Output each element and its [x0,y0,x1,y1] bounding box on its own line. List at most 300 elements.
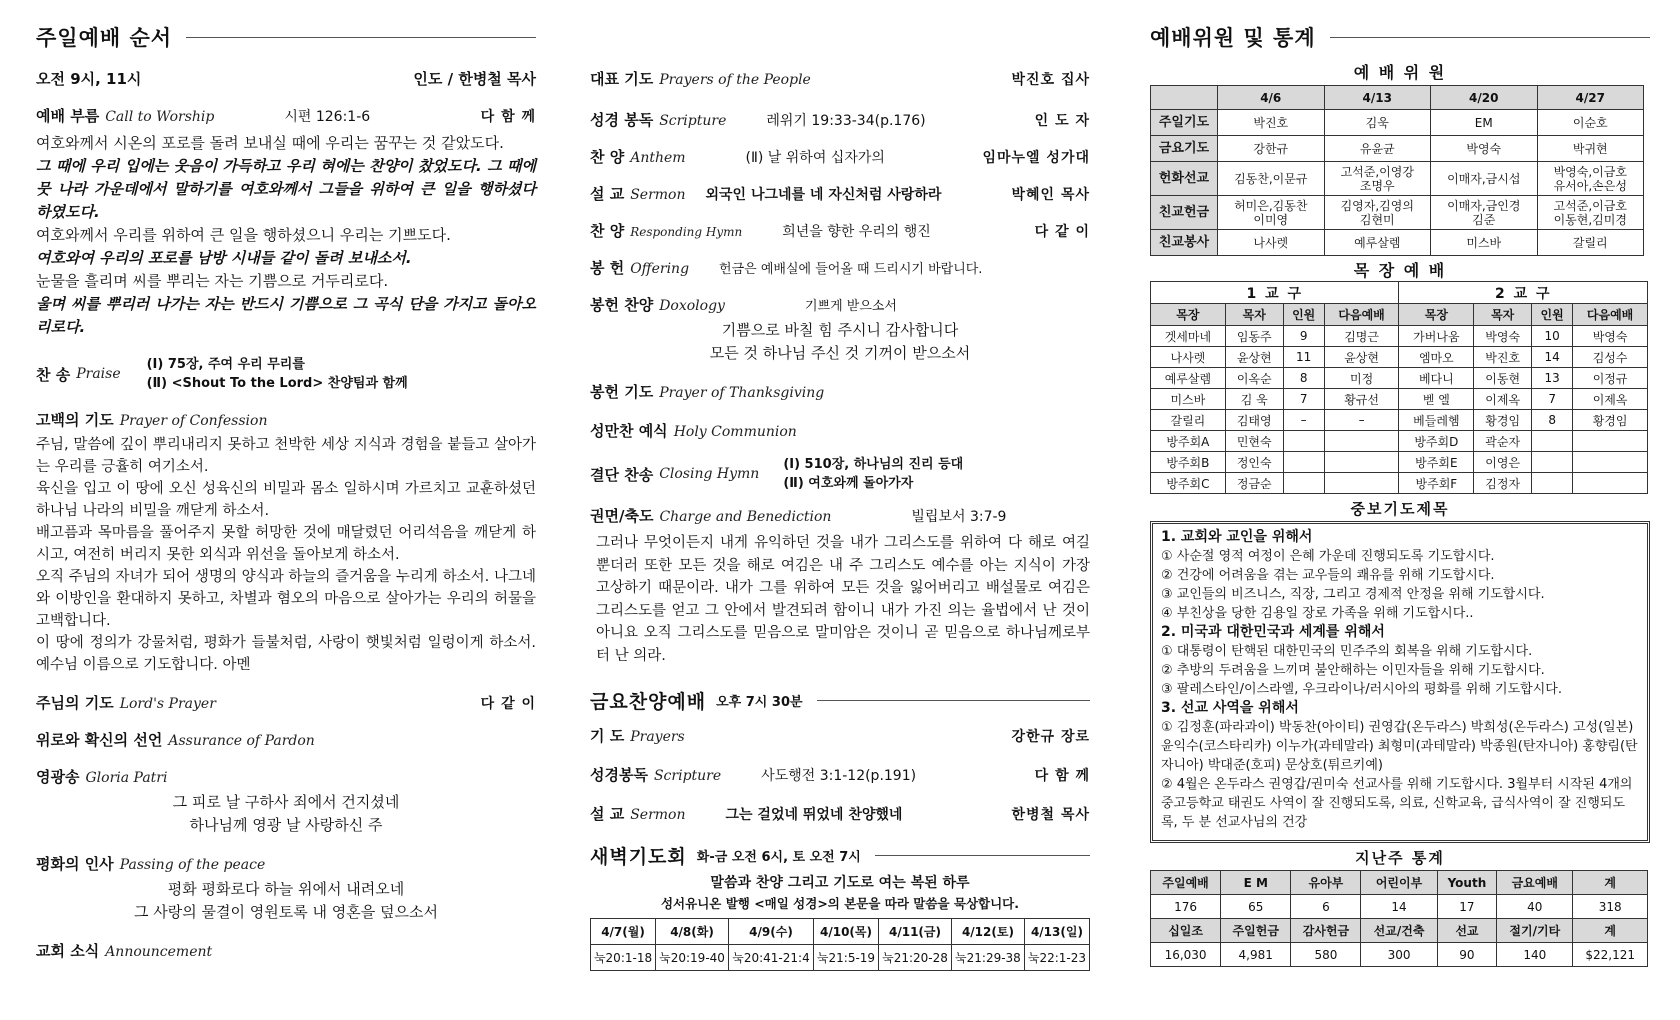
offering [590,257,1090,278]
dawn-day: 4/9(수) [729,919,814,945]
mokjang-cell: 김명근 [1324,326,1399,347]
mokjang-cell: 9 [1283,326,1324,347]
item-en: Sermon [630,187,686,203]
doxology-lyrics [590,319,1090,365]
mokjang-group-1: 1 교 구 [1151,282,1399,304]
mokjang-cell: 베들레헴 [1399,410,1474,431]
sermon-title: 외국인 나그네를 네 자신처럼 사랑하라 [705,187,942,203]
item-label: 영광송 [36,768,80,786]
stats-value-cell: 14 [1361,895,1437,919]
mokjang-head-cell: 다음예배 [1573,304,1648,326]
item-label: 고백의 기도 [36,411,114,429]
item-label: 권면/축도 [590,507,654,525]
dawn-ref: 눅20:19-40 [656,945,729,971]
committee-head-cell: 4/13 [1324,86,1431,110]
mokjang-cell: 황경임 [1474,410,1532,431]
section-header [1150,22,1650,52]
stats-head-cell: 선교 [1437,919,1497,943]
item-ref: 희년을 향한 우리의 행진 [782,224,931,240]
stats-head-cell: 주일헌금 [1221,919,1291,943]
mokjang-table [1150,281,1648,494]
service-time-row [36,68,536,89]
prayer-item: ① 대통령이 탄핵된 대한민국의 민주주의 회복을 위해 기도합시다. [1161,644,1533,659]
dawn-description: 성서유니온 발행 <매일 성경>의 본문을 따라 말씀을 묵상합니다. [660,896,1020,911]
section-header [36,22,536,52]
item-who: 박진호 집사 [1011,72,1090,88]
column-worship-order-2 [590,0,1090,971]
item-who: 다 같 이 [1034,224,1090,240]
mokjang-cell [1532,452,1573,473]
mokjang-cell: 겟세마네 [1151,326,1226,347]
item-who: 인 도 자 [1034,113,1090,129]
stats-value-row [1151,943,1648,967]
prayer-item: ④ 부친상을 당한 김용일 장로 가족을 위해 기도합시다.. [1161,606,1474,621]
stats-value-cell: 140 [1497,943,1573,967]
mokjang-cell: 베다니 [1399,368,1474,389]
mokjang-cell: 이옥순 [1225,368,1283,389]
dawn-refs-row [591,945,1090,971]
item-ref: 빌립보서 3:7-9 [911,509,1007,525]
section-title: 주일예배 순서 [36,26,173,50]
item-label: 찬 송 [36,365,71,384]
mokjang-cell: 7 [1283,389,1324,410]
stats-head-cell: 계 [1573,919,1648,943]
mokjang-head-cell: 인원 [1532,304,1573,326]
committee-head-row [1151,86,1644,110]
item-ref: 사도행전 3:1-12(p.191) [761,768,917,784]
item-label: 기 도 [590,727,625,745]
item-en: Prayer of Confession [119,413,268,429]
prayer-group-heading: 1. 교회와 교인을 위해서 [1161,529,1313,545]
stats-value-cell: 318 [1573,895,1648,919]
committee-row [1151,136,1644,162]
section-title: 새벽기도회 [590,845,687,868]
item-ref: (Ⅱ) 날 위하여 십자가의 [745,150,885,166]
mokjang-cell: 이제옥 [1573,389,1648,410]
item-en: Lord's Prayer [119,696,216,712]
stats-head-cell: 절기/기타 [1497,919,1573,943]
dawn-days-row [591,919,1090,945]
stats-head-cell: 어린이부 [1361,871,1437,895]
praise-line-2: (Ⅱ) <Shout To the Lord> 찬양팀과 함께 [146,376,408,391]
confession-line: 이 땅에 정의가 강물처럼, 평화가 들불처럼, 사랑이 햇빛처럼 일렁이게 하소서. 예수님 이름으로 기도합니다. 아멘 [36,635,536,673]
committee-role: 헌화선교 [1151,162,1218,196]
item-label: 설 교 [590,805,625,823]
dawn-subtitle: 말씀과 찬양 그리고 기도로 여는 복된 하루 [710,875,970,891]
committee-cell: 고석준,이금호 이동현,김미경 [1537,196,1644,230]
stats-value-cell: 300 [1361,943,1437,967]
stats-head-cell: 금요예배 [1497,871,1573,895]
mokjang-cell: 13 [1532,368,1573,389]
mokjang-row [1151,431,1648,452]
item-label: 대표 기도 [590,70,654,88]
praise-line-1: (Ⅰ) 75장, 주여 우리 무리를 [146,357,305,372]
committee-row [1151,196,1644,230]
divider [817,700,1090,701]
lyric-line: 평화 평화로다 하늘 위에서 내려오네 [167,880,405,898]
committee-head-cell [1151,86,1218,110]
call-line: 여호와여 우리의 포로를 남방 시내들 같이 돌려 보내소서. [36,249,412,267]
mokjang-cell: 민현숙 [1225,431,1283,452]
committee-cell: 이매자,금인경 김준 [1431,196,1538,230]
announcement [36,940,536,961]
item-who: 강한규 장로 [1011,729,1090,745]
item-en: Call to Worship [105,109,215,125]
committee-row [1151,162,1644,196]
committee-row [1151,110,1644,136]
mokjang-cell: 예루살렘 [1151,368,1226,389]
mokjang-cell: 이영은 [1474,452,1532,473]
section-title: 금요찬양예배 [590,690,707,713]
item-en: Gloria Patri [85,770,168,786]
confession [36,409,536,430]
item-label: 찬 양 [590,222,625,240]
mokjang-group-2: 2 교 구 [1399,282,1648,304]
stats-value-cell: 580 [1291,943,1361,967]
gloria-lyrics [36,791,536,837]
peace-lyrics [36,878,536,924]
prayer-item: ② 4월은 온두라스 권영갑/권미숙 선교사를 위해 기도합시다. 3월부터 시작된 4개의 중고등학교 태권도 사역이 잘 진행되도록, 의료, 신학교육, 급식사역이 잘 진행되도록, 두 분 선교사님의 건강 [1161,777,1633,830]
prayer-title: 중보기도제목 [1350,500,1450,518]
item-label: 설 교 [590,185,625,203]
mokjang-head-cell: 목장 [1151,304,1226,326]
committee-cell: 이순호 [1537,110,1644,136]
item-who: 임마누엘 성가대 [982,150,1090,166]
committee-cell: 갈릴리 [1537,230,1644,256]
item-en: Prayers of the People [659,72,811,88]
item-en: Passing of the peace [119,857,266,873]
section-title: 예배위원 및 통계 [1150,26,1316,50]
item-label: 평화의 인사 [36,855,114,873]
prayer-group-heading: 2. 미국과 대한민국과 세계를 위해서 [1161,624,1385,640]
mokjang-cell [1573,473,1648,494]
stats-value-cell: 4,981 [1221,943,1291,967]
mokjang-cell: 방주회D [1399,431,1474,452]
committee-cell: 유윤균 [1324,136,1431,162]
lords-prayer [36,692,536,713]
item-en: Prayer of Thanksgiving [659,385,825,401]
dawn-day: 4/12(토) [951,919,1024,945]
dawn-ref: 눅20:41-21:4 [729,945,814,971]
mokjang-cell: 윤상현 [1225,347,1283,368]
committee-head-cell: 4/20 [1431,86,1538,110]
stats-value-cell: 176 [1151,895,1221,919]
stats-head-row [1151,919,1648,943]
friday-scripture [590,764,1090,785]
committee-cell: 나사렛 [1218,230,1325,256]
call-line: 그 때에 우리 입에는 웃음이 가득하고 우리 혀에는 찬양이 찼었도다. 그 때에 뭇 나라 가운데에서 말하기를 여호와께서 그들을 위하여 큰 일을 행하셨다 하였도다. [36,157,536,221]
confession-line: 주님, 말씀에 깊이 뿌리내리지 못하고 천박한 세상 지식과 경험을 붙들고 살아가는 우리를 긍휼히 여기소서. [36,437,536,475]
item-ref: 기쁘게 받으소서 [804,299,897,314]
mokjang-cell [1283,452,1324,473]
stats-head-cell: Youth [1437,871,1497,895]
mokjang-row [1151,473,1648,494]
item-who: 한병철 목사 [1011,807,1090,823]
prayer-item: ③ 교인들의 비즈니스, 직장, 그리고 경제적 안정을 위해 기도합시다. [1161,587,1545,602]
committee-cell: EM [1431,110,1538,136]
passing-peace [36,853,536,874]
stats-value-cell: $22,121 [1573,943,1648,967]
stats-title: 지난주 통계 [1355,849,1445,867]
stats-value-cell: 6 [1291,895,1361,919]
committee-role: 친교헌금 [1151,196,1218,230]
dawn-day: 4/8(화) [656,919,729,945]
mokjang-cell: 박진호 [1474,347,1532,368]
committee-role: 친교봉사 [1151,230,1218,256]
committee-cell: 이매자,금시섭 [1431,162,1538,196]
mokjang-group-row [1151,282,1648,304]
prayer-item: ② 추방의 두려움을 느끼며 불안해하는 이민자들을 위해 기도합시다. [1161,663,1545,678]
item-en: Sermon [630,807,686,823]
mokjang-title: 목 장 예 배 [1353,261,1447,280]
lyric-line: 하나님께 영광 날 사랑하신 주 [189,816,383,834]
mokjang-cell [1573,452,1648,473]
item-en: Responding Hymn [630,225,743,239]
doxology [590,294,1090,315]
mokjang-head-cell: 목장 [1399,304,1474,326]
mokjang-row [1151,452,1648,473]
dawn-schedule-table [590,918,1090,971]
stats-value-row [1151,895,1648,919]
mokjang-cell: 방주회E [1399,452,1474,473]
committee-cell: 허미은,김동찬 이미영 [1218,196,1325,230]
mokjang-cell: 벧 엘 [1399,389,1474,410]
committee-cell: 김욱 [1324,110,1431,136]
call-line: 눈물을 흘리며 씨를 뿌리는 자는 기쁨으로 거두리로다. [36,272,389,290]
stats-table [1150,870,1648,967]
assurance [36,729,536,750]
item-who: 다 함 께 [1034,768,1090,784]
call-line: 울며 씨를 뿌리러 나가는 자는 반드시 기쁨으로 그 곡식 단을 가지고 돌아오리로다. [36,295,536,336]
item-ref: 그는 걸었네 뛰었네 찬양했네 [725,807,903,823]
item-en: Prayers [630,729,685,745]
confession-line: 배고픔과 목마름을 풀어주지 못할 허망한 것에 매달렸던 어리석음을 깨닫게 하시고, 여전히 버리지 못한 외식과 위선을 돌아보게 하소서. [36,525,536,563]
mokjang-row [1151,389,1648,410]
dawn-time: 화-금 오전 6시, 토 오전 7시 [696,849,861,865]
item-label: 교회 소식 [36,942,100,960]
item-ref: 레위기 19:33-34(p.176) [766,113,926,129]
mokjang-row [1151,326,1648,347]
item-label: 위로와 확신의 선언 [36,731,163,749]
prayer-item: ③ 팔레스타인/이스라엘, 우크라이나/러시아의 평화를 위해 기도합시다. [1161,682,1562,697]
call-line: 여호와께서 시온의 포로를 돌려 보내실 때에 우리는 꿈꾸는 것 같았도다. [36,134,504,152]
friday-time: 오후 7시 30분 [716,694,803,710]
committee-cell: 박진호 [1218,110,1325,136]
mokjang-cell: – [1324,410,1399,431]
mokjang-cell: 윤상현 [1324,347,1399,368]
mokjang-cell: 가버나움 [1399,326,1474,347]
committee-head-cell: 4/27 [1537,86,1644,110]
dawn-header [590,840,1090,870]
committee-cell: 박영숙,이금호 유서아,손은성 [1537,162,1644,196]
dawn-ref: 눅22:1-23 [1024,945,1089,971]
column-committee-stats [1150,0,1650,967]
hymn-line-2: (Ⅱ) 여호와께 돌아가자 [783,476,914,491]
hymn-line-1: (Ⅰ) 510장, 하나님의 진리 등대 [783,457,964,472]
prayer-item: ② 건강에 어려움을 겪는 교우들의 쾌유를 위해 기도합시다. [1161,568,1495,583]
mokjang-cell: 엠마오 [1399,347,1474,368]
mokjang-cell: 방주회F [1399,473,1474,494]
responding-hymn [590,220,1090,241]
divider [1330,37,1650,38]
item-en: Anthem [630,150,686,166]
mokjang-cell: 11 [1283,347,1324,368]
mokjang-cell: 임동주 [1225,326,1283,347]
item-who: 박혜인 목사 [1011,187,1090,203]
item-en: Praise [76,366,121,382]
confession-line: 오직 주님의 자녀가 되어 생명의 양식과 하늘의 즐거움을 누리게 하소서. 나그네와 이방인을 환대하지 못하고, 차별과 혐오의 마음으로 살아가는 우리의 허물을 고백합니다. [36,569,537,629]
stats-value-cell: 17 [1437,895,1497,919]
dawn-day: 4/7(월) [591,919,656,945]
committee-head-cell: 4/6 [1218,86,1325,110]
praise [36,355,536,393]
prayer-item: ① 김정훈(파라과이) 박동찬(아이티) 권영갑(온두라스) 박희성(온두라스) 고성(일본) 윤익수(코스타리카) 이누가(과테말라) 최형미(과테말라) 박종원(탄자니아) 홍향림(탄자니아) 박대준(호피) 문상호(튀르키예) [1161,720,1638,773]
committee-cell: 예루살렘 [1324,230,1431,256]
column-worship-order [36,0,536,961]
prayer-group-heading: 3. 선교 사역을 위해서 [1161,700,1299,716]
mokjang-cell: 박영숙 [1474,326,1532,347]
item-en: Assurance of Pardon [168,733,315,749]
stats-value-cell: 65 [1221,895,1291,919]
divider [186,37,536,38]
confession-line: 육신을 입고 이 땅에 오신 성육신의 비밀과 몸소 일하시며 가르치고 교훈하셨던 하나님 나라의 비밀을 깨닫게 하소서. [36,481,536,519]
mokjang-cell [1532,473,1573,494]
item-label: 봉헌 기도 [590,383,654,401]
committee-cell: 강한규 [1218,136,1325,162]
confession-text [36,434,536,676]
item-who: 다 함 께 [480,109,536,125]
mokjang-cell: 7 [1532,389,1573,410]
mokjang-row [1151,368,1648,389]
mokjang-cell: 이정규 [1573,368,1648,389]
mokjang-cell: 나사렛 [1151,347,1226,368]
service-time: 오전 9시, 11시 [36,70,142,88]
mokjang-cell: 8 [1532,410,1573,431]
gloria-patri [36,766,536,787]
mokjang-cell: 박영숙 [1573,326,1648,347]
item-label: 찬 양 [590,148,625,166]
item-ref: 시편 126:1-6 [284,109,371,125]
committee-cell: 고석준,이영강 조명우 [1324,162,1431,196]
stats-value-cell: 90 [1437,943,1497,967]
item-label: 봉 헌 [590,259,625,277]
item-who: 다 같 이 [480,696,536,712]
thanksgiving [590,381,1090,402]
mokjang-head-cell: 다음예배 [1324,304,1399,326]
stats-head-cell: E M [1221,871,1291,895]
mokjang-cell: 갈릴리 [1151,410,1226,431]
mokjang-cell [1573,431,1648,452]
prayers-of-people [590,68,1090,89]
lyric-line: 그 사랑의 물결이 영원토록 내 영혼을 덮으소서 [134,903,438,921]
item-ref: 헌금은 예배실에 들어올 때 드리시기 바랍니다. [719,262,983,277]
closing-hymn [590,455,1090,493]
mokjang-cell: 14 [1532,347,1573,368]
mokjang-cell [1324,431,1399,452]
call-to-worship [36,105,536,126]
call-line: 여호와께서 우리를 위하여 큰 일을 행하셨으니 우리는 기쁘도다. [36,226,451,244]
committee-role: 주일기도 [1151,110,1218,136]
dawn-day: 4/11(금) [879,919,952,945]
item-label: 결단 찬송 [590,465,654,484]
friday-header [590,685,1090,715]
mokjang-head-cell: 목자 [1474,304,1532,326]
mokjang-head-cell: 목자 [1225,304,1283,326]
mokjang-cell [1283,431,1324,452]
committee-cell: 박영숙 [1431,136,1538,162]
stats-head-cell: 선교/건축 [1361,919,1437,943]
item-en: Closing Hymn [659,466,760,482]
mokjang-cell: 황경임 [1573,410,1648,431]
mokjang-cell: 미스바 [1151,389,1226,410]
item-label: 성경봉독 [590,766,648,784]
friday-prayer [590,725,1090,746]
mokjang-cell: 미정 [1324,368,1399,389]
item-en: Doxology [659,298,725,314]
mokjang-cell: 10 [1532,326,1573,347]
friday-sermon [590,803,1090,824]
item-en: Holy Communion [673,424,797,440]
mokjang-row [1151,410,1648,431]
call-text [36,132,536,339]
mokjang-cell [1532,431,1573,452]
dawn-ref: 눅20:1-18 [591,945,656,971]
item-en: Offering [630,261,690,277]
lyric-line: 기쁨으로 바칠 힘 주시니 감사합니다 [721,321,959,339]
mokjang-cell: 방주회C [1151,473,1226,494]
service-leader: 인도 / 한병철 목사 [413,70,536,88]
committee-cell: 미스바 [1431,230,1538,256]
lyric-line: 모든 것 하나님 주신 것 기꺼이 받으소서 [709,344,971,362]
stats-head-cell: 계 [1573,871,1648,895]
stats-head-cell: 십일조 [1151,919,1221,943]
mokjang-cell [1324,473,1399,494]
committee-cell: 박귀현 [1537,136,1644,162]
benediction [590,505,1090,526]
mokjang-cell: 정금순 [1225,473,1283,494]
dawn-day: 4/13(일) [1024,919,1089,945]
mokjang-cell: 곽순자 [1474,431,1532,452]
item-en: Scripture [659,113,727,129]
lyric-line: 그 피로 날 구하사 죄에서 건지셨네 [172,793,400,811]
committee-row [1151,230,1644,256]
mokjang-cell: 황규선 [1324,389,1399,410]
committee-cell: 김동찬,이문규 [1218,162,1325,196]
mokjang-row [1151,347,1648,368]
stats-value-cell: 40 [1497,895,1573,919]
item-label: 성만찬 예식 [590,422,668,440]
scripture [590,109,1090,130]
item-label: 주님의 기도 [36,694,114,712]
mokjang-cell [1283,473,1324,494]
dawn-ref: 눅21:29-38 [951,945,1024,971]
stats-head-cell: 감사헌금 [1291,919,1361,943]
item-label: 예배 부름 [36,107,100,125]
committee-table [1150,85,1644,256]
prayer-requests-box [1150,521,1650,843]
stats-head-cell: 주일예배 [1151,871,1221,895]
mokjang-cell: 김정자 [1474,473,1532,494]
sermon [590,183,1090,204]
mokjang-head-cell: 인원 [1283,304,1324,326]
divider [875,855,1090,856]
anthem [590,146,1090,167]
mokjang-cell: 8 [1283,368,1324,389]
item-en: Scripture [653,768,722,784]
item-en: Charge and Benediction [659,509,832,525]
benediction-text: 그러나 무엇이든지 내게 유익하던 것을 내가 그리스도를 위하여 다 해로 여길뿐더러 또한 모든 것을 해로 여김은 내 주 그리스도 예수를 아는 지식이 가장 고상하기 때문이라. 내가 그를 위하여 모든 것을 잃어버리고 배설물로 여김은 그리스도를 얻고 그 안에서 발견되려 함이니 내가 가진 의는 율법에서 난 것이 아니요 오직 그리스도를 믿음으로 말미암은 것이니 곧 믿음으로 하나님께로부터 난 의라. [596,535,1090,664]
mokjang-cell: 방주회A [1151,431,1226,452]
